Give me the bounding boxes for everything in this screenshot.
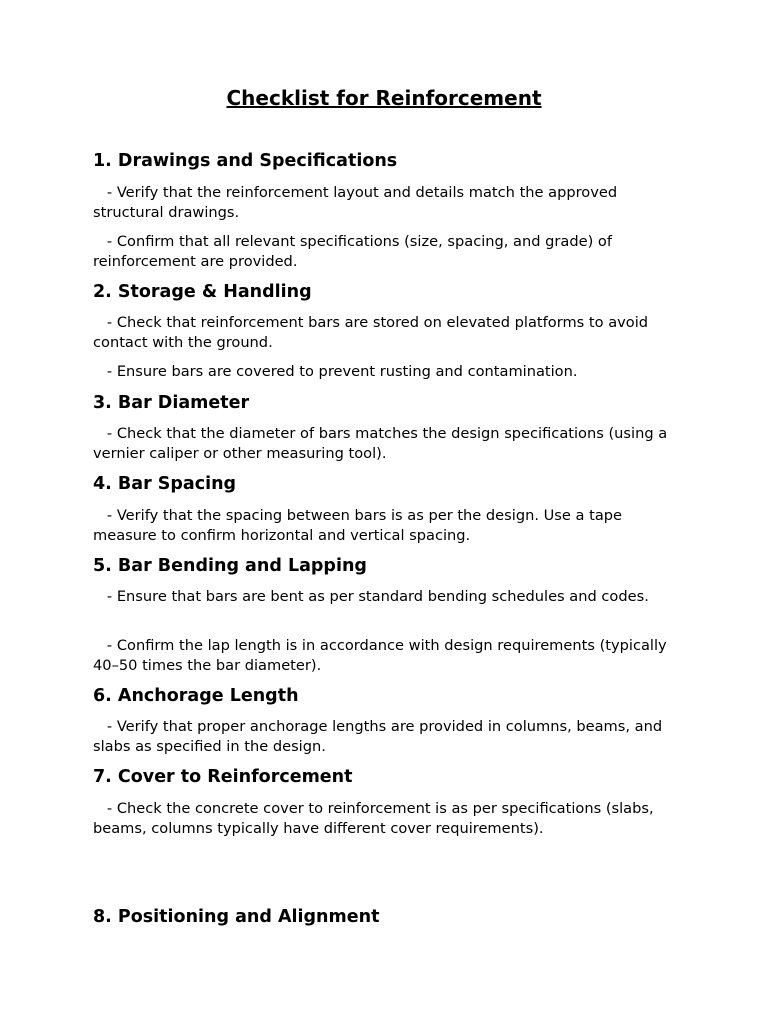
checklist-item: - Ensure bars are covered to prevent rusting and contamination. bbox=[93, 363, 578, 380]
section-heading-storage: 2. Storage & Handling bbox=[93, 282, 312, 302]
section-heading-bending-lapping: 5. Bar Bending and Lapping bbox=[93, 556, 367, 576]
checklist-item: - Verify that the reinforcement layout and details match the approved structural drawings. bbox=[93, 184, 622, 221]
checklist-item: - Confirm that all relevant specifications (size, spacing, and grade) of reinforcement are provided. bbox=[93, 233, 617, 270]
checklist-item: - Check that the diameter of bars matches the design specifications (using a vernier caliper or other measuring tool). bbox=[93, 425, 672, 462]
section-heading-drawings: 1. Drawings and Specifications bbox=[93, 151, 398, 171]
checklist-item: - Check the concrete cover to reinforcement is as per specifications (slabs, beams, columns typically have different cover requirements). bbox=[93, 800, 659, 837]
checklist-item: - Verify that proper anchorage lengths are provided in columns, beams, and slabs as specified in the design. bbox=[93, 718, 667, 755]
checklist-item: - Ensure that bars are bent as per standard bending schedules and codes. bbox=[93, 588, 649, 605]
checklist-item: - Check that reinforcement bars are stored on elevated platforms to avoid contact with the ground. bbox=[93, 314, 653, 351]
checklist-item: - Verify that the spacing between bars is as per the design. Use a tape measure to confirm horizontal and vertical spacing. bbox=[93, 507, 627, 544]
section-heading-bar-diameter: 3. Bar Diameter bbox=[93, 393, 250, 413]
section-heading-anchorage: 6. Anchorage Length bbox=[93, 686, 299, 706]
section-heading-cover: 7. Cover to Reinforcement bbox=[93, 767, 353, 787]
checklist-item: - Confirm the lap length is in accordance with design requirements (typically 40–50 times the bar diameter). bbox=[93, 637, 672, 674]
document-title: Checklist for Reinforcement bbox=[226, 86, 542, 110]
section-heading-bar-spacing: 4. Bar Spacing bbox=[93, 474, 237, 494]
section-heading-positioning: 8. Positioning and Alignment bbox=[93, 907, 380, 927]
